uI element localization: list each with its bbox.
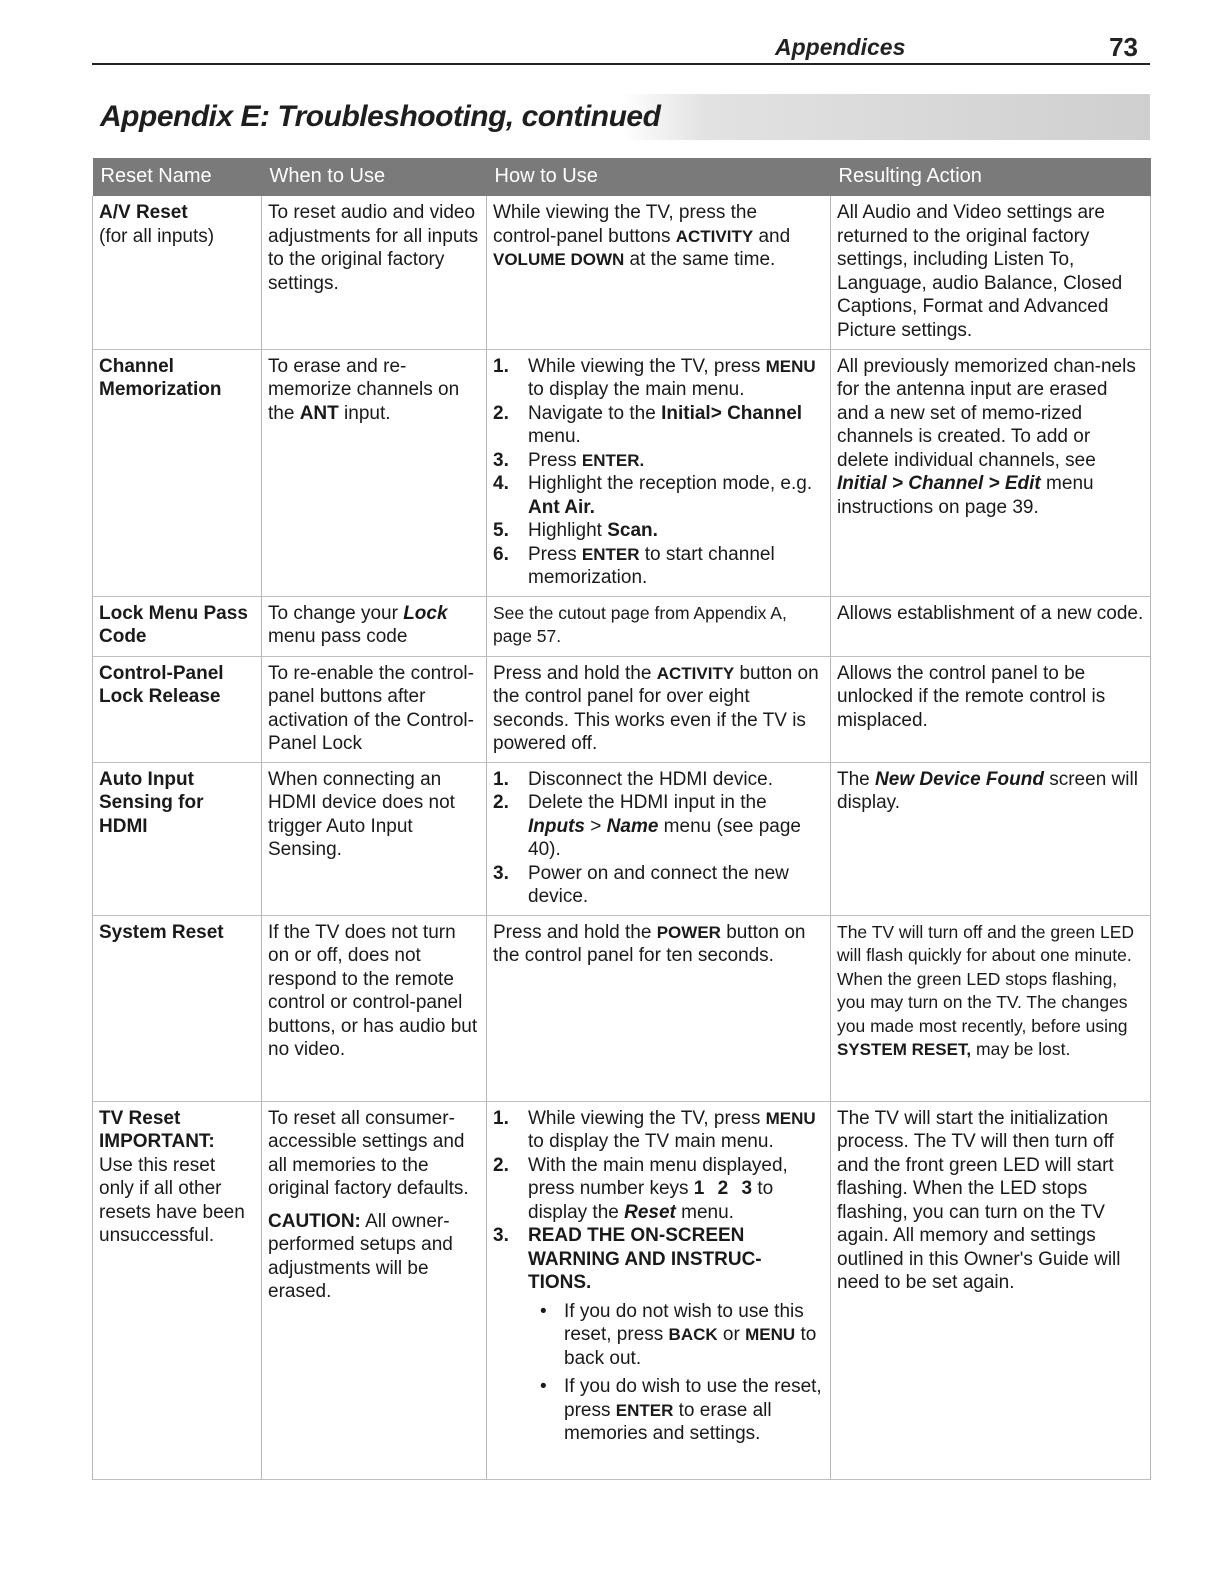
text: With the main menu displayed, press number keys bbox=[528, 1154, 788, 1199]
step-number: 1. bbox=[493, 355, 509, 377]
key-label: ENTER bbox=[615, 1400, 674, 1420]
key-label: POWER bbox=[656, 922, 721, 942]
text: > bbox=[585, 815, 607, 837]
ant-label: ANT bbox=[299, 402, 339, 424]
table-row bbox=[93, 349, 1151, 596]
key-label: BACK bbox=[668, 1325, 718, 1344]
column-header: How to Use bbox=[487, 158, 831, 196]
text: button on the control panel for over eight seconds. This works even if the TV is powered off. bbox=[493, 662, 819, 754]
text: To erase and re-memorize channels on the bbox=[268, 355, 460, 424]
step bbox=[493, 355, 824, 402]
reset-name-cell bbox=[93, 349, 262, 596]
text: To change your bbox=[268, 602, 404, 624]
step-number: 6. bbox=[493, 543, 509, 565]
caution-note bbox=[268, 1210, 480, 1304]
text: Highlight bbox=[528, 520, 608, 541]
text: While viewing the TV, press the control-panel buttons bbox=[493, 202, 758, 247]
resulting-action-cell: All Audio and Video settings are returned to the original factory settings, including Listen To, Language, audio Balance, Closed Captions, Format and Advanced Picture settings. bbox=[831, 196, 1151, 349]
how-to-use-cell bbox=[487, 762, 831, 915]
appendix-title: Appendix E: Troubleshooting, continued bbox=[100, 100, 661, 133]
when-to-use-cell: To reset audio and video adjustments for all inputs to the original factory settings. bbox=[262, 196, 487, 349]
text: screen will display. bbox=[837, 768, 1138, 813]
when-to-use-cell bbox=[262, 349, 487, 596]
reset-name-cell bbox=[93, 196, 262, 349]
reset-name-cell bbox=[93, 915, 262, 1101]
key-label: SYSTEM RESET, bbox=[837, 1040, 972, 1059]
caution-label: CAUTION: bbox=[268, 1210, 361, 1232]
step-number: 1. bbox=[493, 1107, 509, 1129]
text: Navigate to the bbox=[528, 402, 662, 424]
text: All previously memorized chan-nels for the antenna input are erased and a new set of memo-rized channels is created. To add or delete individual channels, see bbox=[837, 355, 1136, 471]
text: menu. bbox=[675, 1201, 734, 1223]
reset-name: System Reset bbox=[99, 921, 224, 943]
text: Highlight the reception mode, e.g. bbox=[528, 473, 813, 494]
resulting-action-cell bbox=[831, 915, 1151, 1101]
text: Disconnect the HDMI device. bbox=[528, 768, 773, 790]
text: menu instructions on page 39. bbox=[837, 473, 1094, 518]
text: to display the main menu. bbox=[528, 379, 745, 400]
key-label: MENU bbox=[745, 1325, 796, 1344]
menu-item: Ant Air. bbox=[528, 496, 595, 518]
text: menu (see page 40). bbox=[528, 815, 801, 860]
text: If you do not wish to use this reset, press bbox=[564, 1300, 804, 1345]
text: to back out. bbox=[564, 1324, 817, 1369]
reset-name-cell bbox=[93, 762, 262, 915]
how-to-use-cell bbox=[487, 1101, 831, 1479]
step bbox=[493, 791, 824, 862]
reset-name-cell bbox=[93, 596, 262, 656]
step-number: 1. bbox=[493, 768, 509, 790]
step bbox=[493, 1107, 824, 1154]
step bbox=[493, 402, 824, 449]
text: menu. bbox=[528, 426, 581, 447]
how-to-use-cell bbox=[487, 196, 831, 349]
key-label: ACTIVITY bbox=[675, 226, 754, 246]
reset-name-cell bbox=[93, 656, 262, 762]
column-header: Resulting Action bbox=[831, 158, 1151, 196]
how-to-use-cell bbox=[487, 349, 831, 596]
table-row bbox=[93, 915, 1151, 1101]
table-header-row bbox=[93, 158, 1151, 196]
table-row bbox=[93, 596, 1151, 656]
step-number: 2. bbox=[493, 792, 509, 813]
bullet-item bbox=[528, 1300, 824, 1371]
resulting-action-cell: Allows establishment of a new code. bbox=[831, 596, 1151, 656]
step bbox=[493, 768, 824, 792]
troubleshooting-table bbox=[92, 158, 1151, 1480]
section-name: Appendices bbox=[775, 34, 906, 60]
column-header: When to Use bbox=[262, 158, 487, 196]
step bbox=[493, 543, 824, 590]
page-header bbox=[92, 32, 1150, 65]
table-row bbox=[93, 196, 1151, 349]
text: Press and hold the bbox=[493, 921, 657, 943]
when-to-use-cell bbox=[262, 596, 487, 656]
menu-path: Initial > Channel > Edit bbox=[837, 473, 1041, 494]
reset-name-note: Use this reset only if all other resets have been unsuccessful. bbox=[99, 1154, 245, 1246]
text: at the same time. bbox=[624, 249, 776, 270]
reset-name-cell bbox=[93, 1101, 262, 1479]
resulting-action-cell bbox=[831, 349, 1151, 596]
key-label: MENU bbox=[765, 356, 816, 376]
when-to-use-cell: When connecting an HDMI device does not trigger Auto Input Sensing. bbox=[262, 762, 487, 915]
text: or bbox=[717, 1324, 746, 1345]
important-label: IMPORTANT: bbox=[99, 1131, 215, 1152]
menu-item: Inputs bbox=[528, 815, 585, 837]
reset-name: Channel Memorization bbox=[99, 355, 222, 400]
steps-list bbox=[493, 1107, 824, 1446]
when-to-use-text: To reset all consumer-accessible settings and all memories to the original factory defaults. bbox=[268, 1107, 469, 1199]
step-number: 3. bbox=[493, 1225, 509, 1246]
number-keys: 1 2 3 bbox=[693, 1178, 753, 1199]
reset-name: Auto Input Sensing for HDMI bbox=[99, 768, 204, 837]
text: to start channel memorization. bbox=[528, 543, 775, 588]
how-to-use-cell: See the cutout page from Appendix A, page 57. bbox=[487, 596, 831, 656]
text: While viewing the TV, press bbox=[528, 1107, 766, 1129]
step-number: 3. bbox=[493, 449, 509, 471]
resulting-action-cell bbox=[831, 762, 1151, 915]
how-to-use-cell bbox=[487, 915, 831, 1101]
table-row bbox=[93, 1101, 1151, 1479]
text: Delete the HDMI input in the bbox=[528, 792, 767, 813]
how-to-use-cell bbox=[487, 656, 831, 762]
when-to-use-cell bbox=[262, 1101, 487, 1479]
step-number: 2. bbox=[493, 1154, 509, 1176]
text: Press bbox=[528, 543, 582, 565]
step-number: 3. bbox=[493, 862, 509, 884]
text: While viewing the TV, press bbox=[528, 355, 766, 377]
steps-list bbox=[493, 355, 824, 590]
screen-name: New Device Found bbox=[875, 768, 1044, 790]
text: If you do wish to use the reset, press bbox=[564, 1376, 822, 1421]
key-label: ACTIVITY bbox=[656, 663, 735, 683]
table-row bbox=[93, 762, 1151, 915]
resulting-action-cell: The TV will start the initialization process. The TV will then turn off and the front green LED will start flashing. When the LED stops flashing, you can turn on the TV again. All memory and settings outlined in this Owner's Guide will need to be set again. bbox=[831, 1101, 1151, 1479]
bullet-item bbox=[528, 1375, 824, 1446]
step-number: 4. bbox=[493, 473, 509, 494]
step bbox=[493, 449, 824, 473]
text: Power on and connect the new device. bbox=[528, 862, 789, 907]
key-label: VOLUME DOWN bbox=[493, 250, 625, 269]
when-to-use-cell: If the TV does not turn on or off, does not respond to the remote control or control-panel buttons, or has audio but no video. bbox=[262, 915, 487, 1101]
step bbox=[493, 519, 824, 543]
appendix-title-bar bbox=[92, 94, 1150, 140]
reset-name: TV Reset bbox=[99, 1107, 181, 1129]
bullet-list bbox=[528, 1300, 824, 1446]
text: to erase all memories and settings. bbox=[564, 1399, 772, 1444]
text: The bbox=[837, 768, 876, 790]
key-label: MENU bbox=[765, 1108, 816, 1128]
table-row bbox=[93, 656, 1151, 762]
step bbox=[493, 1154, 824, 1225]
key-label: ENTER. bbox=[581, 450, 645, 470]
steps-list bbox=[493, 768, 824, 909]
step-number: 5. bbox=[493, 520, 509, 541]
menu-name: Lock bbox=[403, 602, 448, 624]
menu-name: Reset bbox=[624, 1201, 676, 1223]
when-to-use-cell: To re-enable the control-panel buttons after activation of the Control-Panel Lock bbox=[262, 656, 487, 762]
step bbox=[493, 1224, 824, 1446]
menu-item: Scan. bbox=[607, 520, 658, 541]
text: All owner-performed setups and adjustments will be erased. bbox=[268, 1210, 453, 1302]
text: to display the bbox=[528, 1178, 774, 1223]
text: to display the TV main menu. bbox=[528, 1131, 774, 1152]
step bbox=[493, 472, 824, 519]
column-header: Reset Name bbox=[93, 158, 262, 196]
reset-name: A/V Reset bbox=[99, 202, 188, 223]
reset-name-note: (for all inputs) bbox=[99, 225, 215, 247]
resulting-action-cell: Allows the control panel to be unlocked if the remote control is misplaced. bbox=[831, 656, 1151, 762]
text: may be lost. bbox=[971, 1039, 1071, 1059]
text: Press and hold the bbox=[493, 662, 657, 684]
text: button on the control panel for ten seconds. bbox=[493, 921, 806, 966]
text: The TV will turn off and the green LED will flash quickly for about one minute. When the green LED stops flashing, you may turn on the TV. The changes you made most recently, before using bbox=[837, 921, 1135, 1036]
step bbox=[493, 862, 824, 909]
menu-item: Name bbox=[606, 815, 659, 837]
page-number: 73 bbox=[1109, 32, 1138, 62]
reset-name: Lock Menu Pass Code bbox=[99, 602, 248, 647]
text: input. bbox=[338, 402, 391, 424]
step-number: 2. bbox=[493, 402, 509, 424]
reset-name: Control-Panel Lock Release bbox=[99, 662, 224, 707]
warning-text: READ THE ON-SCREEN WARNING AND INSTRUC-TIONS. bbox=[528, 1225, 762, 1293]
menu-path: Initial> Channel bbox=[661, 402, 803, 424]
text: menu pass code bbox=[268, 626, 408, 647]
text: and bbox=[753, 225, 791, 247]
key-label: ENTER bbox=[581, 544, 640, 564]
text: Press bbox=[528, 449, 582, 471]
